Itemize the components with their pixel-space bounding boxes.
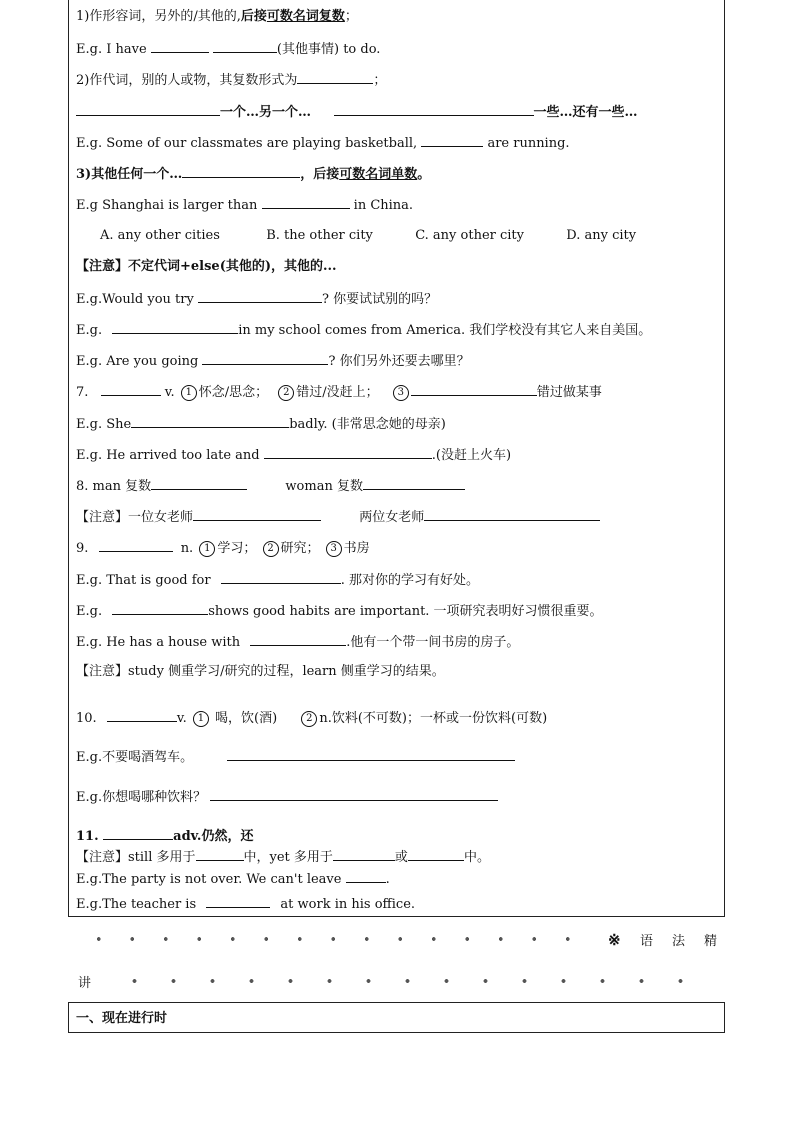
line-9: E.g.Would you try ? 你要试试别的吗？ bbox=[76, 292, 438, 307]
line-10: E.g. in my school comes from America. 我们学校没有其它人来自美国。 bbox=[76, 323, 652, 338]
section-title: 一、现在进行时 bbox=[76, 1011, 168, 1026]
circled-number: 1 bbox=[199, 541, 215, 557]
line-11: E.g. Are you going ? 你们另外还要去哪里？ bbox=[76, 354, 470, 369]
line-13: E.g. She badly. (非常思念她的母亲) bbox=[76, 417, 446, 432]
line-14: E.g. He arrived too late and .(没赶上火车) bbox=[76, 448, 512, 463]
heading-char-2: 法 bbox=[672, 934, 686, 949]
heading-char-3: 精 bbox=[704, 934, 718, 949]
blank[interactable] bbox=[112, 321, 238, 334]
dot-leader-row-1 bbox=[82, 936, 592, 942]
circled-number: 2 bbox=[301, 711, 317, 727]
blank[interactable] bbox=[346, 870, 386, 883]
blank[interactable] bbox=[193, 508, 321, 521]
line-12: 7. v. 1 怀念/思念； 2 错过/没赶上； 3 错过做某事 bbox=[76, 385, 602, 400]
line-27: E.g.The party is not over. We can't leave . bbox=[76, 872, 390, 887]
blank[interactable] bbox=[131, 415, 289, 428]
blank[interactable] bbox=[221, 571, 341, 584]
blank[interactable] bbox=[202, 352, 328, 365]
blank[interactable] bbox=[421, 134, 483, 147]
blank[interactable] bbox=[151, 477, 247, 490]
blank[interactable] bbox=[210, 788, 498, 801]
line-16: 【注意】一位女老师 两位女老师 bbox=[76, 508, 600, 526]
circled-number: 3 bbox=[393, 385, 409, 401]
line-21: 【注意】study 侧重学习/研究的过程，learn 侧重学习的结果。 bbox=[76, 664, 445, 679]
circled-number: 1 bbox=[193, 711, 209, 727]
option-c[interactable]: C. any other city bbox=[415, 228, 525, 243]
blank[interactable] bbox=[227, 748, 515, 761]
blank[interactable] bbox=[213, 40, 277, 53]
blank[interactable] bbox=[424, 508, 600, 521]
blank[interactable] bbox=[206, 895, 270, 908]
blank[interactable] bbox=[408, 848, 464, 861]
line-20: E.g. He has a house with .他有一个带一间书房的房子。 bbox=[76, 635, 520, 650]
dot-leader-row-2 bbox=[115, 978, 715, 984]
heading-char-4: 讲 bbox=[78, 976, 92, 991]
blank[interactable] bbox=[151, 40, 209, 53]
line-22: 10. v. 1 喝，饮(酒) 2 n.饮料(不可数)；一杯或一份饮料(可数) bbox=[76, 711, 548, 726]
blank[interactable] bbox=[334, 103, 534, 116]
circled-number: 2 bbox=[278, 385, 294, 401]
line-18: E.g. That is good for . 那对你的学习有好处。 bbox=[76, 573, 480, 588]
option-a[interactable]: A. any other cities bbox=[100, 228, 220, 243]
option-d[interactable]: D. any city bbox=[566, 228, 637, 243]
blank[interactable] bbox=[112, 602, 208, 615]
heading-char-1: 语 bbox=[640, 934, 654, 949]
blank[interactable] bbox=[101, 383, 161, 396]
line-3: 2)作代词，别的人或物，其复数形式为 ； bbox=[76, 73, 387, 88]
blank[interactable] bbox=[333, 848, 395, 861]
blank[interactable] bbox=[264, 446, 432, 459]
circled-number: 3 bbox=[326, 541, 342, 557]
line-6: 3)其他任何一个… ，后接可数名词单数。 bbox=[76, 167, 431, 182]
line-4: 一个…另一个… 一些…还有一些… bbox=[76, 103, 638, 121]
circled-number: 2 bbox=[263, 541, 279, 557]
circled-number: 1 bbox=[181, 385, 197, 401]
blank[interactable] bbox=[411, 383, 537, 396]
line-8: 【注意】不定代词+else(其他的)，其他的... bbox=[76, 259, 337, 274]
line-2: E.g. I have (其他事情) to do. bbox=[76, 42, 381, 57]
heading-mark: ※ bbox=[608, 931, 621, 949]
line-25: 11. adv.仍然，还 bbox=[76, 829, 254, 844]
line-17: 9. n. 1 学习； 2 研究； 3 书房 bbox=[76, 541, 370, 556]
line-23: E.g.不要喝酒驾车。 bbox=[76, 748, 515, 766]
options-row bbox=[100, 228, 636, 244]
blank[interactable] bbox=[103, 827, 173, 840]
blank[interactable] bbox=[363, 477, 465, 490]
blank[interactable] bbox=[198, 290, 322, 303]
blank[interactable] bbox=[297, 71, 373, 84]
line-26: 【注意】still 多用于 中，yet 多用于 或 中。 bbox=[76, 850, 490, 865]
blank[interactable] bbox=[262, 196, 350, 209]
blank[interactable] bbox=[107, 709, 177, 722]
line-7: E.g Shanghai is larger than in China. bbox=[76, 198, 414, 213]
line-1: 1)作形容词，另外的/其他的,后接可数名词复数； bbox=[76, 9, 358, 24]
line-15: 8. man 复数 woman 复数 bbox=[76, 477, 465, 495]
blank[interactable] bbox=[250, 633, 346, 646]
blank[interactable] bbox=[99, 539, 173, 552]
option-b[interactable]: B. the other city bbox=[266, 228, 373, 243]
blank[interactable] bbox=[196, 848, 244, 861]
line-5: E.g. Some of our classmates are playing basketball, are running. bbox=[76, 136, 570, 151]
line-19: E.g. shows good habits are important. 一项研究表明好习惯很重要。 bbox=[76, 604, 603, 619]
line-28: E.g.The teacher is at work in his office. bbox=[76, 897, 416, 912]
blank[interactable] bbox=[182, 165, 300, 178]
line-24: E.g.你想喝哪种饮料？ bbox=[76, 788, 498, 806]
blank[interactable] bbox=[76, 103, 220, 116]
